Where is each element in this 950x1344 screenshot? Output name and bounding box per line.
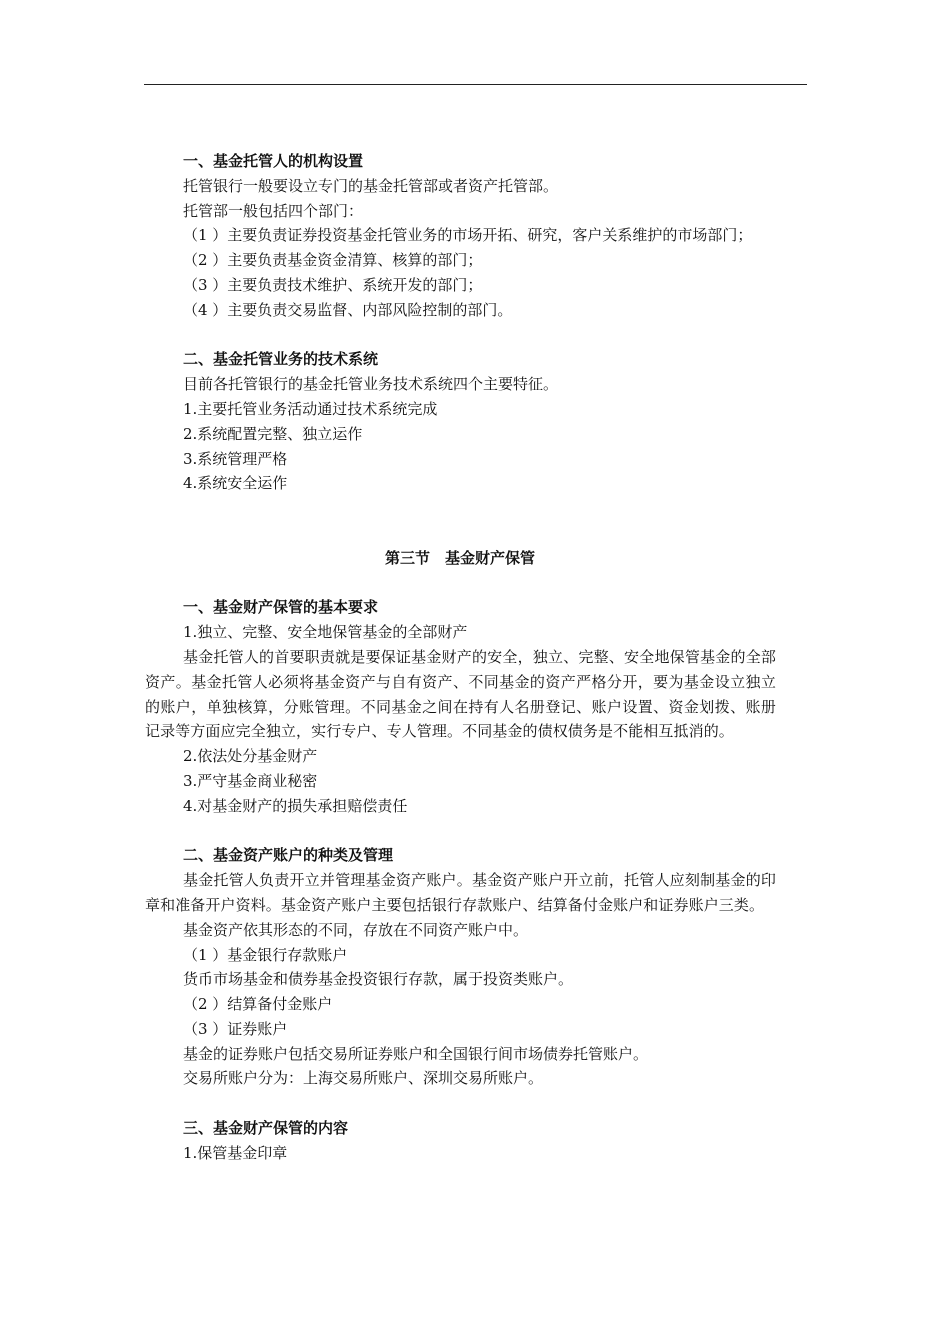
list-item: 2.依法处分基金财产	[183, 747, 318, 766]
text-line: （3 ）主要负责技术维护、系统开发的部门；	[183, 275, 483, 294]
text-line: （2 ）主要负责基金资金清算、核算的部门；	[183, 251, 483, 270]
section-heading: 三、基金财产保管的内容	[183, 1119, 349, 1138]
text-line: 交易所账户分为：上海交易所账户、深圳交易所账户。	[183, 1069, 544, 1088]
text-line: 托管部一般包括四个部门：	[183, 201, 364, 220]
text-line: （2 ）结算备付金账户	[183, 995, 333, 1014]
text-line: 目前各托管银行的基金托管业务技术系统四个主要特征。	[183, 375, 559, 394]
text-line: 托管银行一般要设立专门的基金托管部或者资产托管部。	[183, 176, 559, 195]
section-heading: 二、基金资产账户的种类及管理	[183, 846, 394, 865]
list-item: 1.独立、完整、安全地保管基金的全部财产	[183, 623, 468, 642]
text-line: （1 ）主要负责证券投资基金托管业务的市场开拓、研究，客户关系维护的市场部门；	[183, 226, 753, 245]
text-line: 4.系统安全运作	[183, 474, 288, 493]
section-heading: 二、基金托管业务的技术系统	[183, 350, 379, 369]
text-line: 货币市场基金和债券基金投资银行存款，属于投资类账户。	[183, 970, 574, 989]
section-heading: 一、基金财产保管的基本要求	[183, 598, 379, 617]
section-heading: 一、基金托管人的机构设置	[183, 152, 364, 170]
chapter-section-title: 第三节 基金财产保管	[384, 548, 535, 567]
document-body	[145, 149, 813, 1166]
body-paragraph: 基金托管人的首要职责就是要保证基金财产的安全，独立、完整、安全地保管基金的全部资产。基金托管人必须将基金资产与自有资产、不同基金的资产严格分开，要为基金设立独立的账户，单独核算，分账管理。不同基金之间在持有人名册登记、账户设置、资金划拨、账册记录等方面应完全独立，实行专户、专人管理。不同基金的债权债务是不能相互抵消的。	[145, 647, 776, 741]
list-item: 1.保管基金印章	[183, 1143, 288, 1162]
text-line: 基金的证券账户包括交易所证券账户和全国银行间市场债券托管账户。	[183, 1044, 649, 1063]
list-item: 3.严守基金商业秘密	[183, 771, 318, 790]
header-rule	[144, 84, 807, 85]
text-line: 基金资产依其形态的不同，存放在不同资产账户中。	[183, 920, 529, 939]
text-line: （1 ）基金银行存款账户	[183, 945, 348, 964]
text-line: 2.系统配置完整、独立运作	[183, 424, 363, 443]
list-item: 4.对基金财产的损失承担赔偿责任	[183, 796, 408, 815]
text-line: （3 ）证券账户	[183, 1019, 288, 1038]
text-line: 3.系统管理严格	[183, 449, 288, 468]
text-line: 1.主要托管业务活动通过技术系统完成	[183, 399, 438, 418]
body-paragraph: 基金托管人负责开立并管理基金资产账户。基金资产账户开立前，托管人应刻制基金的印章和准备开户资料。基金资产账户主要包括银行存款账户、结算备付金账户和证券账户三类。	[145, 871, 776, 914]
text-line: （4 ）主要负责交易监督、内部风险控制的部门。	[183, 300, 513, 319]
